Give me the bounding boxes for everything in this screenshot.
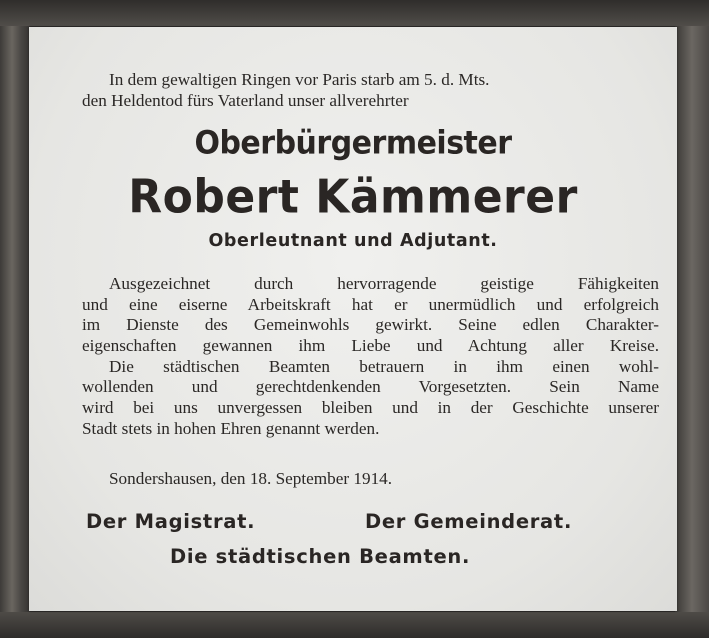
signatory-magistrate: Der Magistrat. [86,510,256,533]
signatory-officials: Die städtischen Beamten. [170,545,471,568]
deceased-name: Robert Kämmerer [128,170,578,225]
military-rank: Oberleutnant und Adjutant. [208,231,498,251]
intro-line: den Heldentod fürs Vaterland unser allverehrter [82,90,409,110]
place-and-date: Sondershausen, den 18. September 1914. [109,469,393,488]
tribute-paragraph [82,274,659,440]
intro-line: In dem gewaltigen Ringen vor Paris starb am 5. d. Mts. [109,70,490,89]
tribute-line: Die städtischen Beamten betrauern in ihm einen wohl- [109,356,659,376]
office-title: Oberbürgermeister [194,124,512,163]
backdrop-left-edge [0,0,30,638]
obituary-notice [29,27,677,611]
tribute-line: eigenschaften gewannen ihm Liebe und Achtung aller Kreise. [82,336,659,356]
tribute-line: und eine eiserne Arbeitskraft hat er unermüdlich und erfolgreich [82,294,659,314]
tribute-line: wollenden und gerechtdenkenden Vorgesetzten. Sein Name [82,377,659,397]
tribute-line: im Dienste des Gemeinwohls gewirkt. Seine edlen Charakter- [82,315,659,335]
intro-paragraph [82,70,652,111]
tribute-line: wird bei uns unvergessen bleiben und in der Geschichte unserer [82,398,659,418]
backdrop-right-edge [675,0,709,638]
tribute-line: Stadt stets in hohen Ehren genannt werden. [82,418,380,438]
backdrop-bottom-edge [0,612,709,638]
signatory-council: Der Gemeinderat. [365,510,573,533]
tribute-line: Ausgezeichnet durch hervorragende geistige Fähigkeiten [109,274,659,293]
backdrop-top-edge [0,0,709,26]
